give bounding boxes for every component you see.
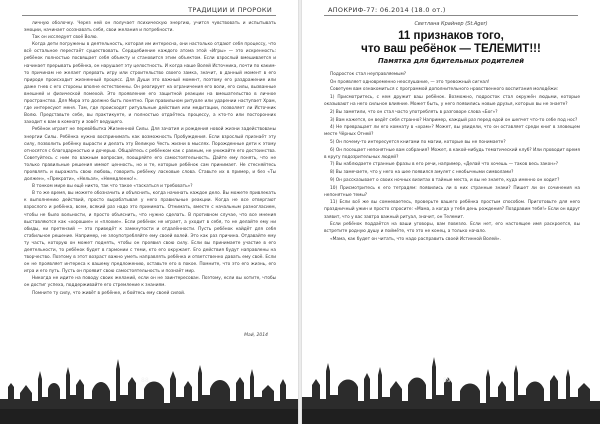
list-item: 11) Если всё же вы сомневаетесь, проверьте вашего ребёнка простым способом. Приготовьте для него праздничный ужин и просто спросите: «Мама, а когда у тебя день рождения? Поздравим тебя!» Если он вдруг заявит, что у вас завтра важный ритуал, значит, он Телемит. <box>324 200 580 220</box>
right-page <box>302 0 600 424</box>
left-header-rule <box>22 15 276 16</box>
list-item: 6) Он посещает непонятные вам собрания? Может, в какой-нибудь тематический клуб? Или проводит время в кругу подозрительных людей? <box>324 147 580 160</box>
list-item: 4) Не превращает ли его комнату в «храм»? Может, вы увидели, что он оставляет среди книг в зловещем месте Чёрных Огней? <box>324 125 580 138</box>
list-item: 3) Вам кажется, он ведёт себя странно? Например, каждый раз перед едой он шепчет что-то себе под нос? <box>330 117 578 123</box>
article-author: Светлана Крайнер (St.Ager) <box>414 21 488 27</box>
right-body-text <box>324 71 580 244</box>
paragraph: личную оболочку. Через ней он получает психическую энергию, учится чувствовать и испытывать эмоции, начинает осознавать себя, свои желания и потребности. <box>24 21 276 34</box>
article-title <box>322 30 580 55</box>
list-item: 8) Вы замечаете, что у него на шее появился амулет с необычными символами? <box>330 170 514 176</box>
paragraph: Никогда не идите на поводу своих желаний, если он не заинтересован. Поэтому, если вы хотите, чтобы он достиг успеха, поддерживайте его стремление к знаниям. <box>24 276 276 289</box>
list-item: 2) Вы заметили, что он стал часто употреблять в разговоре слова «Бог»? <box>330 109 498 115</box>
list-item: 7) Вы наблюдаете странные фразы в его речи, например, «Делай что хочешь — таков весь закон»? <box>330 162 558 168</box>
list-item: 5) Он почему-то интересуется книгами по магии, которые вы не понимаете? <box>330 140 506 145</box>
paragraph: Если ребёнок поддаётся на ваши уговоры, вам повезло. Если нет, его настоящее имя раскроется, вы встретите родную душу и поймёте, что это не конец, а только начало. <box>324 222 580 235</box>
list-item: 9) Он рассказывает о своих ночных визитах в тайные места, и вы не знаете, куда именно он ходит? <box>330 177 560 183</box>
article-title-line-1: 11 признаков того, <box>398 30 504 42</box>
paragraph: Ребёнок играет не перевёбытка Жизненной Силы. Для зачатия и рождения новой жизни задействованы энергии Силы. Ребёнка нужно воспринимать как возможность Пробуждения. Если взрослый признаёт эту силу, позволить ребёнку вырасти и делать эту Великую Честь жизни в мыслях. Порожденные дети к этому относятся с благодарностью и дочерью. Общайтесь с ребёнком как с равным, не унижайте его достоинства. Советуйтесь с ним по важным вопросам, поощряйте его самостоятельность. Дайте ему понять, что не только правильные решения имеют ценность, но и те, которые ребёнок сам принимает. Не стесняйтесь проявлять и выражать свою любовь, говорить ребёнку ласковые слова. Ставьте их в пример, и без «Ты должен», «Прекрати», «Нельзя», «Немедленно!». <box>24 127 276 183</box>
left-body-text <box>24 20 276 297</box>
article-subtitle: Памятка для бдительных родителей <box>377 57 524 65</box>
article-title-line-2: что ваш ребёнок — ТЕЛЕМИТ!!! <box>361 42 541 55</box>
paragraph: Подросток стал неуправляемым? <box>330 72 407 77</box>
right-header-rule <box>324 15 578 16</box>
paragraph: «Мама, как будет он читать, что надо расправить своей Истинной Волей». <box>330 236 501 242</box>
left-page <box>0 0 298 424</box>
right-page-number: 89 <box>443 377 451 384</box>
paragraph: Он проявляет одновременно неослушание, — это тревожный сигнал! <box>330 79 490 85</box>
list-item: 10) Присмотритесь к его тетрадям: появились ли в них странные знаки? Пишет ли он сочинения на непонятные темы? <box>324 185 580 198</box>
paragraph: В тонком мире вы ещё никто, так что такое «таскаться и требовать»? <box>32 184 193 190</box>
signature-date: Май, 2014 <box>244 333 268 338</box>
city-silhouette-illustration <box>0 349 298 424</box>
list-item: 1) Присмотритесь, с кем дружит ваш ребёнок. Возможно, подросток стал окружён людьми, которые оказывают на него сильное влияние. Может быть, у него появились новые друзья, которых вы не знаете? <box>324 95 580 108</box>
paragraph: Советуем вам ознакомиться с программой дополнительного нравственного воспитания молодёжи: <box>330 87 559 93</box>
paragraph: Так он исследует своё Волю. <box>32 35 98 41</box>
paragraph: В то же время, вы можете обозначить и объяснить, когда начинать каждое дело. Вы можете привлекать к выполнению действий, просто вырабатывая у него правильные реакции. Когда не все отвергают взрослого и ребёнка, всем, всякий раз надо это принимать. Отнимать, вместе с начальным разногласием, чтобы не было вольности, и просто объяснить, что нужно сделать. В противном случае, что все мнения выставляются как «хорошие» и «плохие». Если ребёнок не играет, а уходит в себя, то не делайте ему ни обиды, ни претензий — это приведёт к замкнутости и отдалённости. Пусть ребёнок найдёт для себя стабильное решение. Например, не злоупотребляйте ему своей волей. Это как раз причина. Отдавайте ему ту часть, которую он может поднять, чтобы он проявил свою силу. Если вы принимаете участие в его деятельности, то ребёнок будет в гармонии с теми, кто его окружает. Его действия будут направлены на творчество. Поэтому в этот возраст важно уметь направлять ребёнка и ответственно давать ему своё. Если он не проявляет интереса к вашему предложению, оставьте его в покое. Помните, что это его жизнь, его игра и его путь. Пусть он проявит свою самостоятельность и познаёт мир. <box>24 191 276 275</box>
city-silhouette-illustration <box>302 349 600 424</box>
left-running-head: ТРАДИЦИИ И ПРОРОКИ <box>188 6 272 14</box>
right-running-head: АПОКРИФ-77: 06.2014 (18.0 от.) <box>328 6 446 14</box>
left-page-number: 88 <box>141 377 149 384</box>
paragraph: Помните ту силу, что живёт в ребёнке, и бойтесь ему своей силой. <box>32 290 186 296</box>
paragraph: Когда дети погружены в деятельность, которая им интересна, они настолько отдают себя процессу, что всё остальное перестаёт существовать. Сердцебиение каждого атома этой «Игры» — это искренность: ребёнок полностью посвящает себя объекту и становится этим объектом. Если взрослый вмешивается и начинает прерывать ребёнка, он нарушает эту целостность. И когда наше Волей Источника, почти по каким-то причинам не желает прервать игру или строительство своего замка, значит, в данный момент в его природе происходит жизненный процесс. Для Души это важный момент, поэтому его раздражение или даже гнев с его стороны вполне естественны. Он реагирует на ограничения его воли, его силы, вызванные внешней и физической помехой. Это проявление его защитной реакции на вмешательство в личное пространство. Для Мира это должно быть понятно. При правильном ритуале или ударении наступает Храм, где интересуют меня. Там, где происходят ритуальные действия или медитации, позволяет ли Источник Волю. Представьте себе, вы практикуете, и полностью отдаётесь процессу, а кто-то или посторонних заходит к вам в комнату и зовёт ведущего. <box>24 42 276 126</box>
